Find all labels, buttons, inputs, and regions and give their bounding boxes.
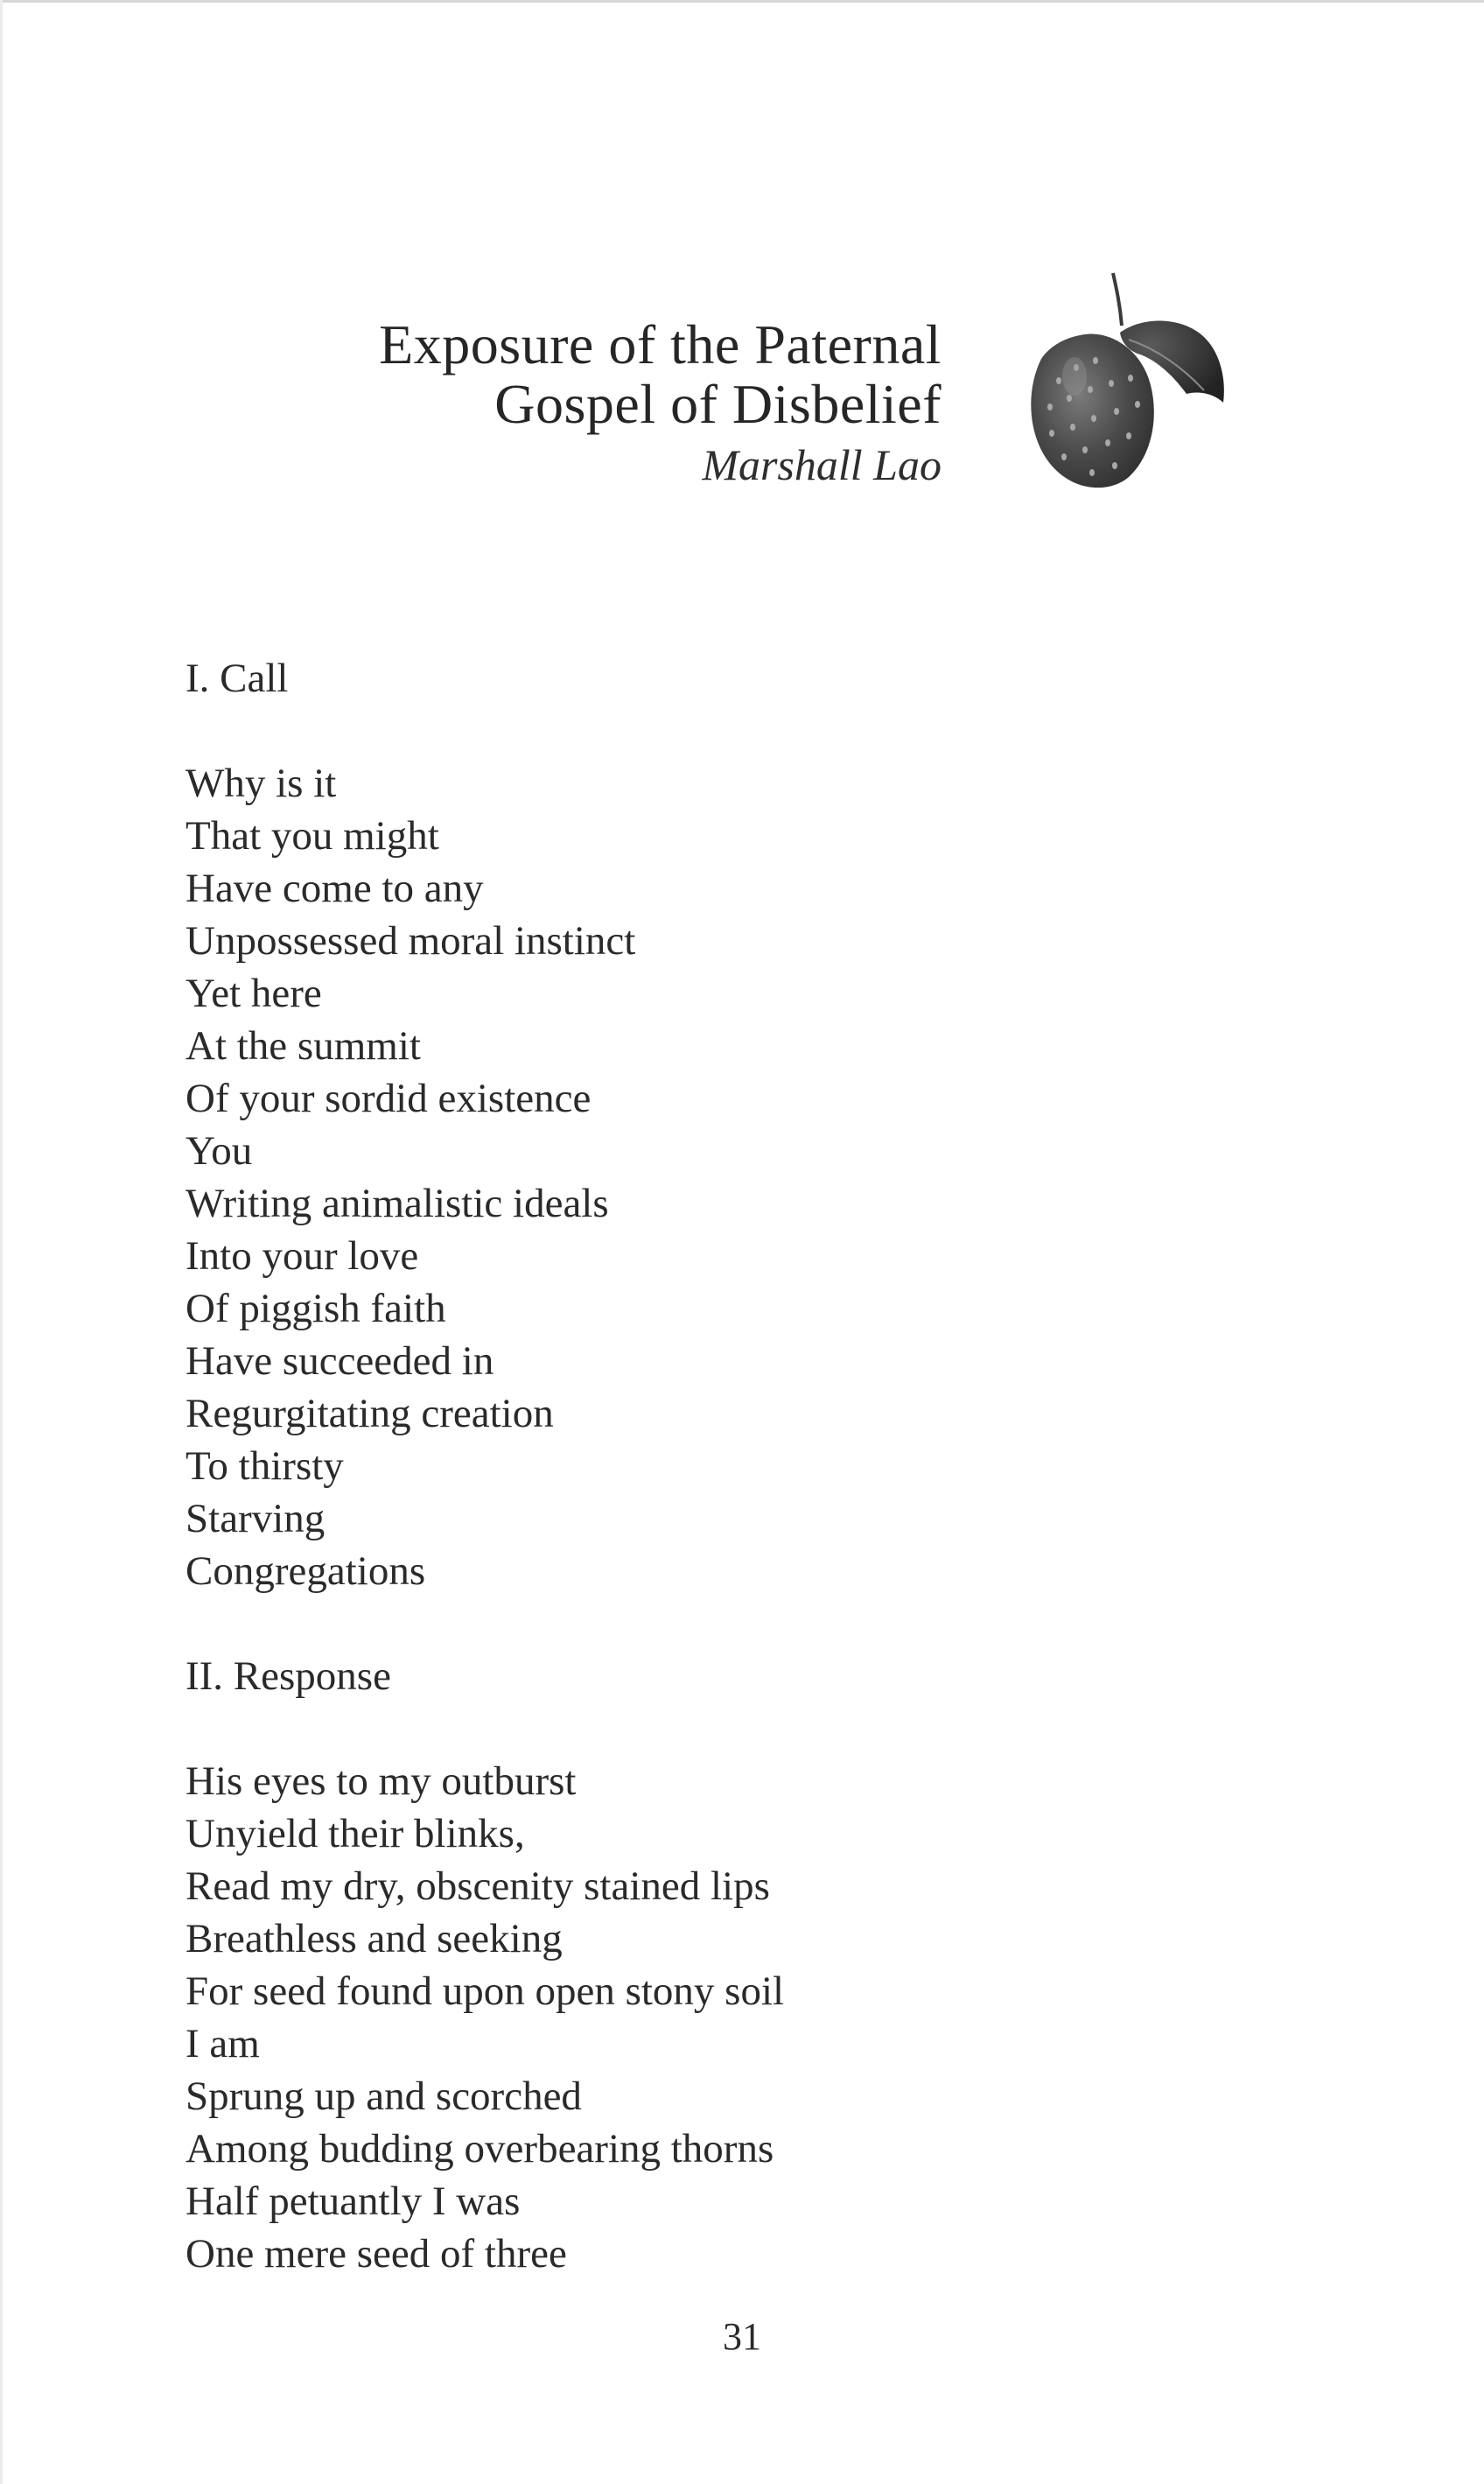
verse-line: That you might	[186, 813, 439, 859]
verse-line: Have succeeded in	[186, 1338, 494, 1384]
verse-line: His eyes to my outburst	[186, 1758, 577, 1804]
poem-author: Marshall Lao	[702, 440, 942, 489]
section-spacer	[186, 1597, 1323, 1650]
verse-line: Writing animalistic ideals	[186, 1181, 609, 1226]
section-spacer	[186, 705, 1323, 757]
page-left-edge	[0, 0, 3, 2484]
verse-line: Yet here	[186, 971, 322, 1016]
page-top-edge	[0, 0, 1484, 3]
verse-line: Of piggish faith	[186, 1286, 446, 1331]
page-number: 31	[723, 2315, 761, 2358]
verse-line: One mere seed of three	[186, 2231, 567, 2277]
section-spacer	[186, 1702, 1323, 1755]
section-heading-response: II. Response	[186, 1653, 391, 1699]
verse-line: Into your love	[186, 1233, 419, 1279]
poem-body	[186, 652, 1323, 2280]
verse-line: Read my dry, obscenity stained lips	[186, 1863, 770, 1909]
berry-body	[1031, 334, 1154, 488]
poem-header	[154, 315, 942, 492]
verse-line: Sprung up and scorched	[186, 2074, 582, 2119]
verse-line: Unpossessed moral instinct	[186, 918, 636, 964]
stem-shape	[1113, 273, 1122, 326]
poem-title-line-1: Exposure of the Paternal	[379, 313, 942, 375]
verse-line: For seed found upon open stony soil	[186, 1968, 785, 2014]
verse-line: Have come to any	[186, 866, 484, 911]
verse-line: Regurgitating creation	[186, 1391, 554, 1436]
verse-line: Unyield their blinks,	[186, 1811, 525, 1856]
verse-line: To thirsty	[186, 1443, 344, 1489]
verse-line: Of your sordid existence	[186, 1076, 592, 1121]
verse-line: You	[186, 1128, 253, 1174]
verse-line: Starving	[186, 1496, 326, 1541]
berry-highlight	[1062, 357, 1087, 396]
verse-line: Congregations	[186, 1548, 426, 1594]
verse-line: Breathless and seeking	[186, 1916, 563, 1961]
verse-line: I am	[186, 2021, 260, 2066]
poem-title-line-2: Gospel of Disbelief	[494, 373, 942, 435]
section-heading-call: I. Call	[186, 656, 289, 701]
verse-line: At the summit	[186, 1023, 421, 1069]
verse-line: Why is it	[186, 761, 337, 806]
verse-line: Among budding overbearing thorns	[186, 2126, 774, 2172]
verse-line: Half petuantly I was	[186, 2179, 521, 2224]
strawberry-illustration	[989, 263, 1242, 499]
